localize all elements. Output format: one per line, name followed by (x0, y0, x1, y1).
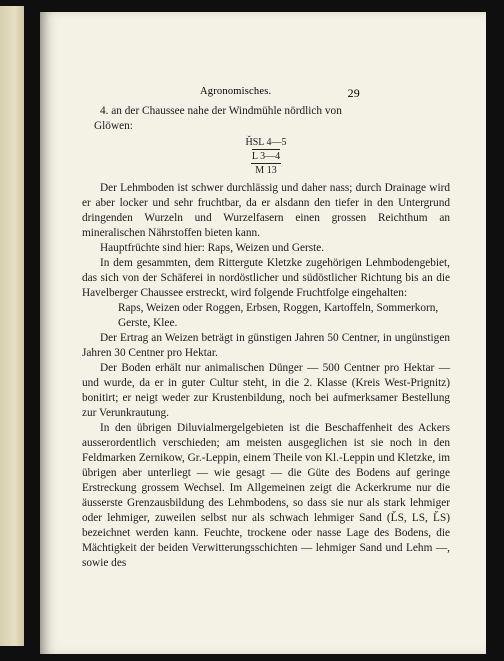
list-item-4 (82, 104, 450, 134)
paragraph-rittergut-kletzke: In dem gesammten, dem Rittergute Kletzke zugehörigen Lehmbodengebiet, das sich von der Schäferei in nordöstlicher und südöstlicher Richtung bis an die Havelberger Chaussee erstreckt, wird folgende Fruchtfolge eingehalten: (82, 257, 450, 299)
paragraph-duenger: Der Boden erhält nur animalischen Dünger — 500 Centner pro Hektar — und wurde, da er in guter Cultur steht, in die 2. Klasse (Kreis West-Prignitz) bonitirt; er neigt weder zur Krustenbildung, noch bei aufmerksamer Bestellung zur Verunkrautung. (82, 362, 450, 419)
formula-line-2: L 3—4 (251, 151, 281, 162)
paragraph-lehmboden: Der Lehmboden ist schwer durchlässig und daher nass; durch Drainage wird er aber locker und sehr fruchtbar, da er alsdann den tiefer in den Untergrund dringenden Wurzeln und Wurzelfasern einen grossen Reichthum an mineralischen Nährstoffen bieten kann. (82, 182, 450, 239)
paragraph-hauptfruechte: Hauptfrüchte sind hier: Raps, Weizen und Gerste. (100, 242, 325, 254)
list-item-4-line1: 4. an der Chaussee nahe der Windmühle nördlich von (100, 105, 342, 117)
soil-profile-formula (82, 137, 450, 177)
adjacent-page-edge (0, 6, 24, 646)
running-head-title: Agronomisches. (200, 86, 272, 97)
paragraph-diluvialmergel: In den übrigen Diluvialmergelgebieten ist die Beschaffenheit des Ackers ausserordentlich verschieden; am meisten ausgeglichen ist sie noch in den Feldmarken Zernikow, Gr.-Leppin, einem Theile von Kl.-Leppin und Kletzke, im übrigen aber unterliegt — wie gesagt — die Güte des Bodens auf geringe Erstreckung grossem Wechsel. Im Allgemeinen zeigt die Ackerkrume nur die äusserste Grenzausbildung des Lehmbodens, so dass sie nur als stark lehmiger oder lehmiger, zuweilen selbst nur als schwach lehmiger Sand (L̆S, LS, L̆S) bezeichnet werden kann. Feuchte, trockene oder nasse Lage des Bodens, die Mächtigkeit der beiden Verwitterungsschichten — lehmiger Sand und Lehm —, sowie des (82, 422, 450, 569)
body-text (82, 104, 450, 571)
paragraph-ertrag: Der Ertrag an Weizen beträgt in günstigen Jahren 50 Centner, in ungünstigen Jahren 30 Centner pro Hektar. (82, 332, 450, 359)
formula-line-3: M 13 (251, 163, 280, 177)
formula-line-1: H̆SL 4—5 (245, 137, 287, 148)
crop-rotation-list: Raps, Weizen oder Roggen, Erbsen, Roggen, Kartoffeln, Sommerkorn, Gerste, Klee. (118, 302, 439, 329)
list-item-4-line2: Glöwen: (94, 120, 133, 132)
page-number: 29 (347, 86, 360, 100)
